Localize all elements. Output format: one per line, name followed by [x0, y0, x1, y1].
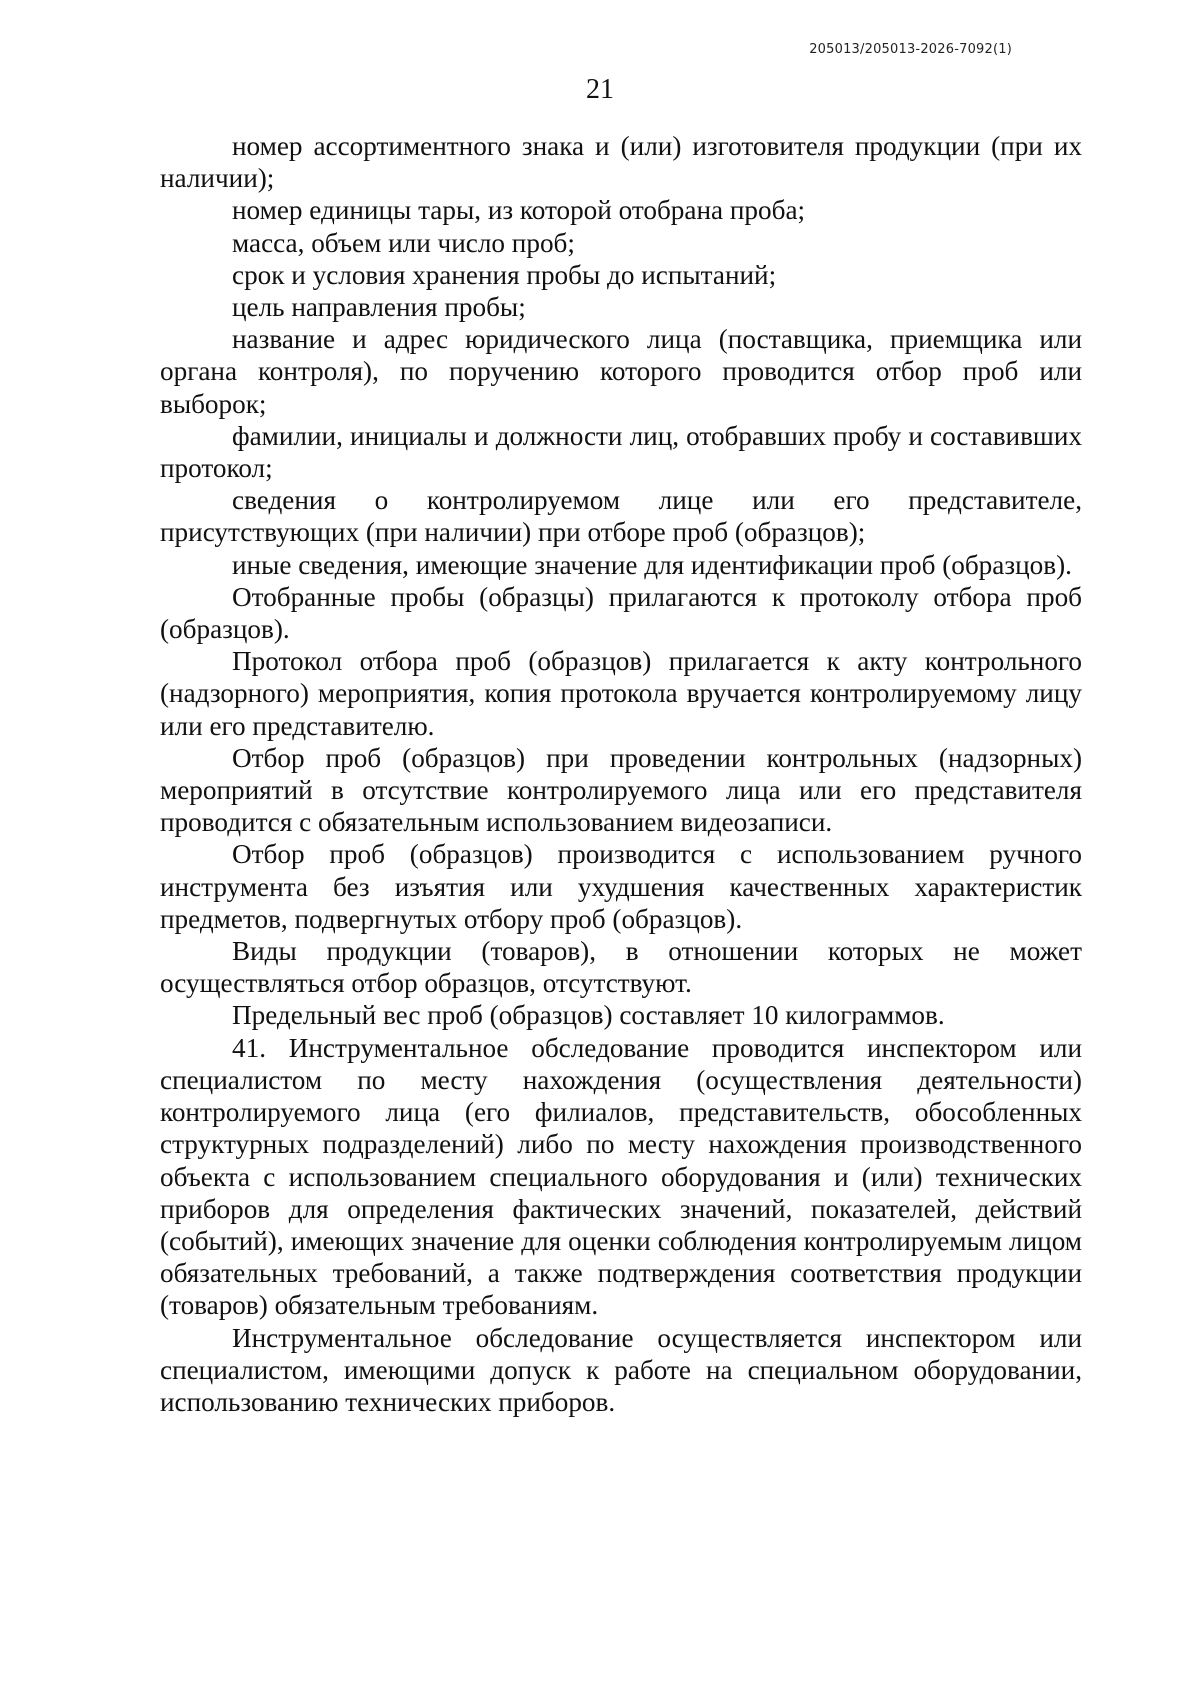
paragraph: номер ассортиментного знака и (или) изготовителя продукции (при их наличии);: [160, 131, 1082, 194]
paragraph: Инструментальное обследование осуществляется инспектором или специалистом, имеющими допуск к работе на специальном оборудовании, использованию технических приборов.: [160, 1322, 1082, 1417]
paragraph: Протокол отбора проб (образцов) прилагается к акту контрольного (надзорного) мероприятия, копия протокола вручается контролируемому лицу или его представителю.: [160, 646, 1082, 741]
paragraph: цель направления пробы;: [232, 292, 526, 323]
paragraph: название и адрес юридического лица (поставщика, приемщика или органа контроля), по поручению которого проводится отбор проб или выборок;: [160, 324, 1082, 419]
document-id: 205013/205013-2026-7092(1): [809, 42, 1012, 57]
paragraph: Отобранные пробы (образцы) прилагаются к протоколу отбора проб (образцов).: [160, 581, 1082, 645]
paragraph: номер единицы тары, из которой отобрана проба;: [232, 195, 806, 226]
paragraph: сведения о контролируемом лице или его представителе, присутствующих (при наличии) при отборе проб (образцов);: [160, 485, 1082, 548]
paragraph-item-41: 41. Инструментальное обследование проводится инспектором или специалистом по месту нахождения (осуществления деятельности) контролируемого лица (его филиалов, представительств, обособленных структурных подразделений) либо по месту нахождения производственного объекта с использованием специального оборудования и (или) технических приборов для определения фактических значений, показателей, действий (событий), имеющих значение для оценки соблюдения контролируемым лицом обязательных требований, а также подтверждения соответствия продукции (товаров) обязательным требованиям.: [160, 1032, 1082, 1321]
paragraph: фамилии, инициалы и должности лиц, отобравших пробу и составивших протокол;: [160, 420, 1082, 484]
paragraph: срок и условия хранения пробы до испытаний;: [232, 259, 777, 290]
paragraph: Виды продукции (товаров), в отношении которых не может осуществляться отбор образцов, отсутствуют.: [160, 936, 1082, 999]
paragraph: Отбор проб (образцов) производится с использованием ручного инструмента без изъятия или ухудшения качественных характеристик предметов, подвергнутых отбору проб (образцов).: [160, 839, 1082, 934]
page-number: 21: [586, 74, 614, 105]
paragraph: Отбор проб (образцов) при проведении контрольных (надзорных) мероприятий в отсутствие контролируемого лица или его представителя проводится с обязательным использованием видеозаписи.: [160, 742, 1082, 838]
paragraph: иные сведения, имеющие значение для идентификации проб (образцов).: [232, 549, 1072, 580]
paragraph: Предельный вес проб (образцов) составляет 10 килограммов.: [232, 1000, 945, 1031]
paragraph: масса, объем или число проб;: [232, 227, 575, 258]
document-body: [160, 130, 1082, 1418]
